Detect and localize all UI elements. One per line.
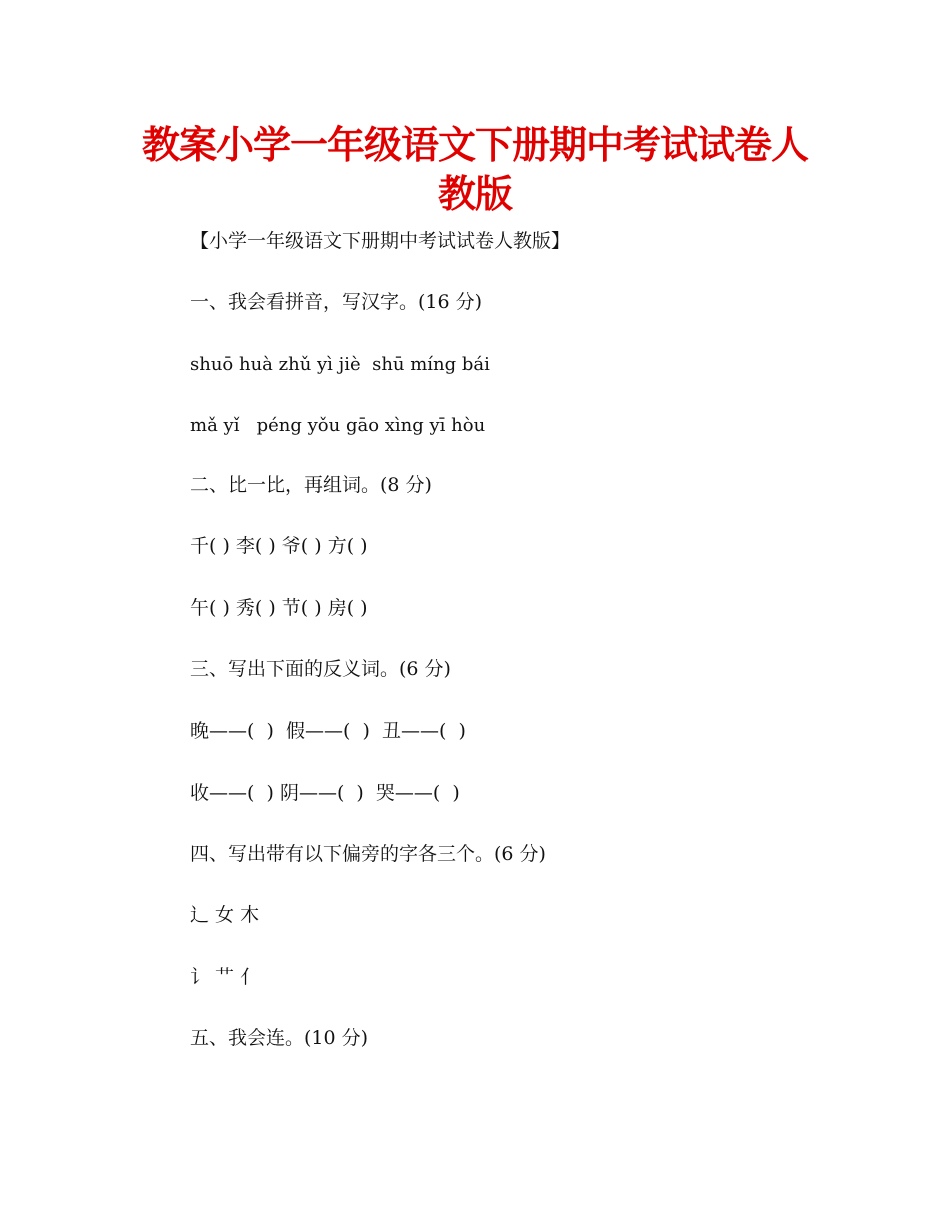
- section-1-pinyin-row-1: shuō huà zhǔ yì jiè shū míng bái: [190, 354, 490, 375]
- section-3-row-1: 晚——( ) 假——( ) 丑——( ): [190, 720, 466, 742]
- section-1-pinyin-row-2: mǎ yǐ péng yǒu gāo xìng yī hòu: [190, 415, 486, 436]
- document-subtitle: 【小学一年级语文下册期中考试试卷人教版】: [190, 230, 571, 252]
- document-title-line-2: 教版: [437, 172, 512, 216]
- section-4-heading: 四、写出带有以下偏旁的字各三个。(6 分): [190, 843, 546, 865]
- document-title-line-1: 教案小学一年级语文下册期中考试试卷人: [141, 123, 808, 167]
- section-5-heading: 五、我会连。(10 分): [190, 1027, 369, 1049]
- section-3-row-2: 收——( ) 阴——( ) 哭——( ): [190, 782, 460, 804]
- section-1-heading: 一、我会看拼音，写汉字。(16 分): [190, 291, 483, 313]
- section-2-row-1: 千( ) 李( ) 爷( ) 方( ): [190, 535, 368, 557]
- section-2-heading: 二、比一比，再组词。(8 分): [190, 474, 432, 496]
- section-2-row-2: 午( ) 秀( ) 节( ) 房( ): [190, 597, 368, 619]
- section-4-row-2: 讠 艹 亻: [190, 966, 260, 988]
- section-4-row-1: 辶 女 木: [190, 904, 260, 926]
- section-3-heading: 三、写出下面的反义词。(6 分): [190, 658, 451, 680]
